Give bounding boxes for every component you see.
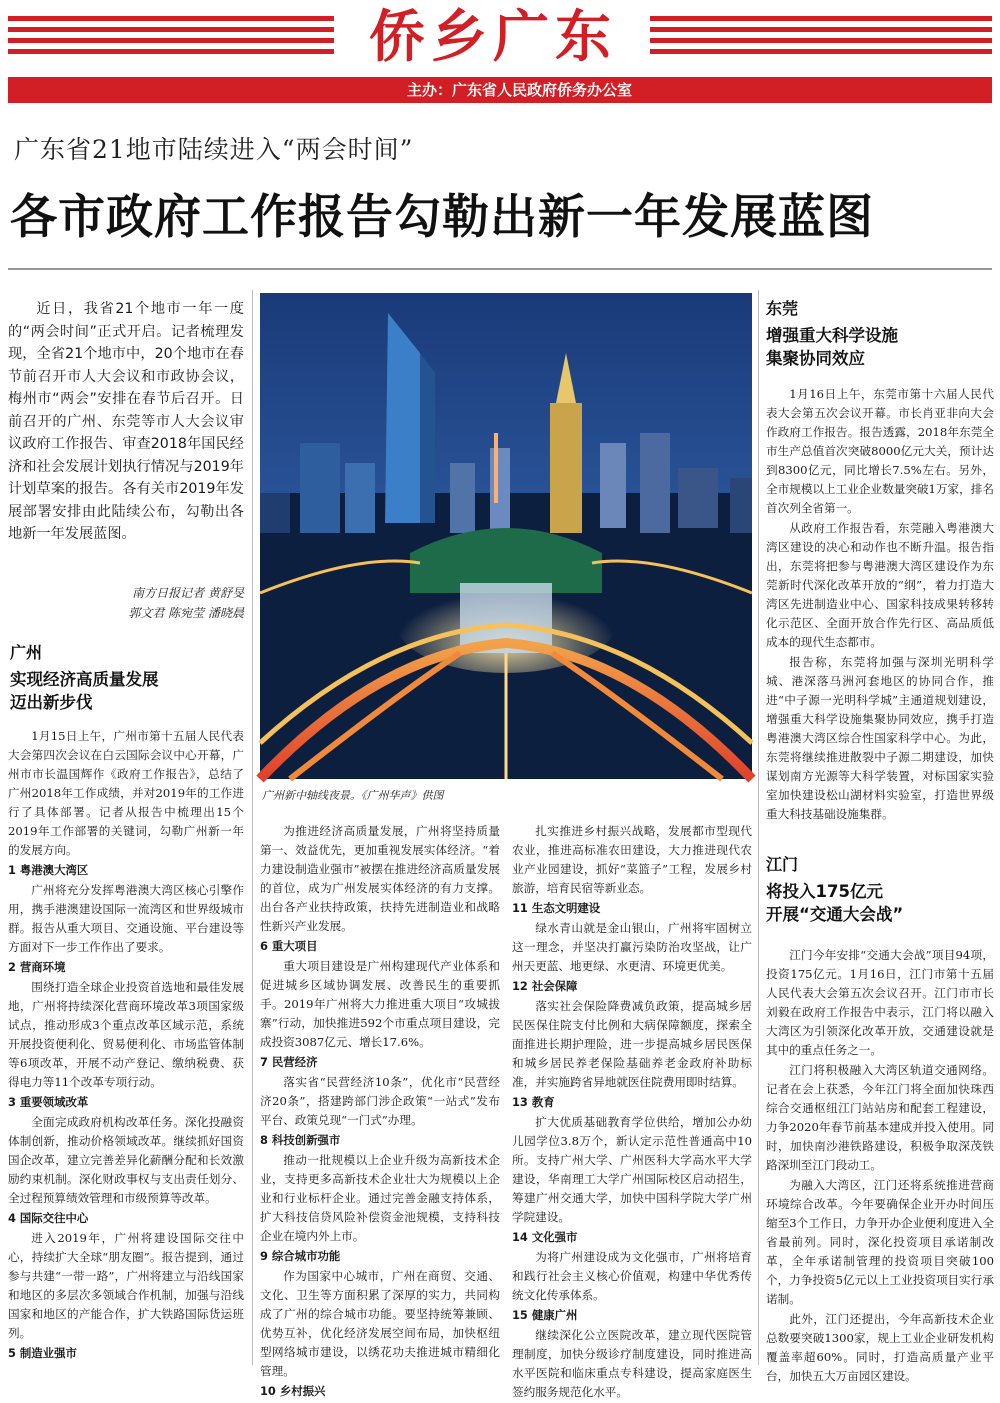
guangzhou-lead: 1月15日上午，广州市第十五届人民代表大会第四次会议在白云国际会议中心开幕，广州市市长温国辉作《政府工作报告》，总结了广州2018年工作成绩，并对2019年的工作进行了具体部署。记者从报告中梳理出15个2019年工作部署的关键词，勾勒广州新一年的发展方向。 [8, 729, 244, 857]
guangzhou-column-2 [260, 822, 500, 1402]
jiangmen-paragraph: 江门今年安排“交通大会战”项目94项，投资175亿元。1月16日，江门市第十五届人民代表大会第五次会议召开。江门市市长刘毅在政府工作报告中表示，江门将以融入大湾区为引领深化改革开放，交通建设就是其中的重点任务之一。 [766, 948, 994, 1057]
byline-line: 郭文君 陈宛莹 潘晓晨 [128, 606, 244, 620]
keyword-paragraph: 扎实推进乡村振兴战略，发展都市型现代农业，推进高标准农田建设，大力推进现代农业产业园建设，抓好“菜篮子”工程，发展乡村旅游，培育民宿等新业态。 [512, 824, 752, 895]
article-kicker: 广东省21地市陆续进入“两会时间” [14, 135, 414, 164]
keyword-paragraph: 广州将充分发挥粤港澳大湾区核心引擎作用，携手港澳建设国际一流湾区和世界级城市群。报告从重大项目、交通设施、平台建设等方面对下一步工作作出了要求。 [8, 883, 244, 954]
keyword-paragraph: 继续深化公立医院改革，建立现代医院管理制度，加快分级诊疗制度建设，同时推进高水平医院和临床重点专科建设，提高家庭医生签约服务规范化水平。 [512, 1328, 752, 1399]
keyword-heading: 13 教育 [512, 1095, 555, 1109]
subtitle-line: 迈出新步伐 [10, 693, 93, 712]
keyword-heading: 15 健康广州 [512, 1308, 578, 1322]
keyword-paragraph: 全面完成政府机构改革任务。深化投融资体制创新，推动价格领域改革。继续抓好国资国企改革，建立完善差异化薪酬分配和长效激励约束机制。深化财政事权与支出责任划分、全过程预算绩效管理和市级预算等改革。 [8, 1115, 244, 1205]
keyword-paragraph: 绿水青山就是金山银山，广州将牢固树立这一理念，并坚决打赢污染防治攻坚战，让广州天更蓝、地更绿、水更清、环境更优美。 [512, 921, 752, 973]
guangzhou-subtitle [10, 668, 159, 714]
jiangmen-paragraph: 为融入大湾区，江门还将系统推进营商环境综合改革。今年要确保企业开办时间压缩至3个工作日，力争开办企业便利度进入全省最前列。同时，深化投资项目承诺制改革，全年承诺制管理的投资项目突破100个，力争投资5亿元以上工业投资项目实行承诺制。 [766, 1178, 994, 1306]
keyword-heading: 2 营商环境 [8, 960, 66, 974]
dongguan-paragraph: 1月16日上午，东莞市第十六届人民代表大会第五次会议开幕。市长肖亚非向大会作政府工作报告。报告透露，2018年东莞全市生产总值首次突破8000亿元大关，预计达到8300亿元，同比增长7.5%左右。另外，全市规模以上工业企业数量突破1万家，排名首次列全省第一。 [766, 387, 994, 515]
keyword-paragraph: 推动一批规模以上企业升级为高新技术企业，支持更多高新技术企业壮大为规模以上企业和行业标杆企业。通过完善金融支持体系，扩大科技信贷风险补偿资金池规模，支持科技企业在境内外上市。 [260, 1153, 500, 1243]
keyword-heading: 3 重要领域改革 [8, 1095, 89, 1109]
jiangmen-section-title: 江门 [766, 855, 799, 874]
column-divider [758, 290, 759, 1365]
subtitle-line: 实现经济高质量发展 [10, 670, 159, 689]
masthead-left-stripes [8, 16, 334, 64]
keyword-paragraph: 重大项目建设是广州构建现代产业体系和促进城乡区域协调发展、改善民生的重要抓手。2019年广州将大力推进重大项目“攻城拔寨”行动，加快推进592个市重点项目建设，完成投资3087亿元、增长17.6%。 [260, 959, 500, 1049]
keyword-paragraph: 作为国家中心城市，广州在商贸、交通、文化、卫生等方面积累了深厚的实力，共同构成了广州的综合城市功能。要坚持统筹兼顾、优势互补，优化经济发展空间布局，加快枢纽型网络城市建设，以绣花功夫推进城市精细化管理。 [260, 1269, 500, 1378]
guangzhou-night-photo [260, 293, 752, 779]
intro-paragraph: 近日，我省21个地市一年一度的“两会时间”正式开启。记者梳理发现，全省21个地市中，20个地市在春节前召开市人大会议和市政协会议，梅州市“两会”安排在春节后召开。日前召开的广州、东莞等市人大会议审议政府工作报告、审查2018年国民经济和社会发展计划执行情况与2019年计划草案的报告。各有关市2019年发展部署安排由此陆续公布，勾勒出各地新一年发展蓝图。 [8, 301, 244, 542]
keyword-heading: 12 社会保障 [512, 979, 578, 993]
keyword-paragraph: 为将广州建设成为文化强市，广州将培育和践行社会主义核心价值观，构建中华优秀传统文化传承体系。 [512, 1250, 752, 1302]
column-divider [252, 290, 253, 1365]
keyword-heading: 14 文化强市 [512, 1230, 578, 1244]
keyword-paragraph: 进入2019年，广州将建设国际交往中心，持续扩大全球“朋友圈”。报告提到，通过参与共建“一带一路”，广州将建立与沿线国家和地区的多层次多领域合作机制，加强与沿线国家和地区的产能合作，扩大铁路国际货运班列。 [8, 1231, 244, 1340]
keyword-heading: 4 国际交往中心 [8, 1211, 89, 1225]
keyword-paragraph: 扩大优质基础教育学位供给，增加公办幼儿园学位3.8万个，新认定示范性普通高中10所。支持广州大学、广州医科大学高水平大学建设，华南理工大学广州国际校区启动招生，筹建广州交通大学，加快中国科学院大学广州学院建设。 [512, 1115, 752, 1224]
sponsor-text: 主办：广东省人民政府侨务办公室 [406, 81, 632, 99]
subtitle-line: 将投入175亿元 [766, 882, 883, 901]
jiangmen-paragraph: 此外，江门还提出，今年高新技术企业总数要突破1300家，规上工业企业研发机构覆盖率超60%。同时，打造高质量产业平台，加快五大万亩园区建设。 [766, 1312, 994, 1383]
guangzhou-column-1 [8, 727, 244, 1364]
keyword-heading: 1 粤港澳大湾区 [8, 863, 89, 877]
keyword-paragraph: 为推进经济高质量发展，广州将坚持质量第一、效益优先，更加重视发展实体经济。“着力建设制造业强市”被摆在推进经济高质量发展的首位，成为广州发展实体经济的有力支撑。出台各产业扶持政策，扶持先进制造业和战略性新兴产业发展。 [260, 824, 500, 933]
headline-rule [8, 268, 992, 270]
subtitle-line: 集聚协同效应 [766, 349, 865, 368]
dongguan-section-title: 东莞 [766, 299, 799, 318]
masthead-right-stripes [650, 16, 992, 64]
keyword-heading: 11 生态文明建设 [512, 901, 601, 915]
keyword-heading: 8 科技创新强市 [260, 1133, 341, 1147]
masthead-sponsor-bar [8, 77, 992, 103]
keyword-paragraph: 围绕打造全球企业投资首选地和最佳发展地，广州将持续深化营商环境改革3项国家级试点，推动形成3个重点改革区域示范，系统开展投资便利化、贸易便利化、市场监管体制等6项改革，开展不动产登记、缴纳税费、获得电力等11个改革专项行动。 [8, 980, 244, 1089]
photo-caption: 广州新中轴线夜景。《广州华声》供图 [262, 789, 444, 802]
dongguan-body [766, 385, 994, 825]
guangzhou-column-3 [512, 822, 752, 1403]
article-headline: 各市政府工作报告勾勒出新一年发展蓝图 [10, 190, 874, 245]
masthead [0, 0, 1000, 108]
article-intro [8, 298, 244, 546]
jiangmen-body [766, 946, 994, 1387]
city-skyline-illustration [260, 293, 752, 779]
keyword-heading: 9 综合城市功能 [260, 1249, 341, 1263]
byline-line: 南方日报记者 黄舒旻 [132, 586, 244, 600]
byline [60, 583, 244, 623]
jiangmen-paragraph: 江门将积极融入大湾区轨道交通网络。记者在会上获悉，今年江门将全面加快珠西综合交通枢纽江门站站房和配套工程建设，力争2020年春节前基本建成并投入使用。同时，加快南沙港铁路建设，积极争取深茂铁路深圳至江门段动工。 [766, 1063, 994, 1172]
keyword-heading: 7 民营经济 [260, 1055, 318, 1069]
keyword-heading: 6 重大项目 [260, 939, 318, 953]
keyword-paragraph: 落实社会保险降费减负政策，提高城乡居民医保住院支付比例和大病保障额度，探索全面推进长期护理险，进一步提高城乡居民医保和城乡居民养老保险基础养老金政府补助标准，并实施跨省异地就医住院费用即时结算。 [512, 999, 752, 1089]
jiangmen-subtitle [766, 880, 903, 926]
subtitle-line: 开展“交通大会战” [766, 905, 904, 924]
dongguan-paragraph: 报告称，东莞将加强与深圳光明科学城、港深落马洲河套地区的协同合作，推进“中子源一光明科学城”主通道规划建设，增强重大科学设施集聚协同效应，携手打造粤港澳大湾区综合性国家科学中心。为此，东莞将继续推进散裂中子源二期建设，加快谋划南方光源等大科学装置，对标国家实验室加快建设松山湖材料实验室，打造世界级重大科技基础设施集群。 [766, 655, 994, 821]
dongguan-subtitle [766, 324, 898, 370]
keyword-paragraph: 落实省“民营经济10条”，优化市“民营经济20条”，搭建跨部门涉企政策“一站式”发布平台、政策兑现“一门式”办理。 [260, 1075, 500, 1127]
dongguan-paragraph: 从政府工作报告看，东莞融入粤港澳大湾区建设的决心和动作也不断升温。报告指出，东莞将把参与粤港澳大湾区建设作为东莞新时代深化改革开放的“纲”，着力打造大湾区先进制造业中心、国家科技成果转移转化示范区、全面开放合作先行区、高品质低成本的现代生态都市。 [766, 521, 994, 649]
keyword-heading: 10 乡村振兴 [260, 1384, 326, 1398]
guangzhou-section-title: 广州 [10, 643, 43, 662]
keyword-heading: 5 制造业强市 [8, 1346, 77, 1360]
subtitle-line: 增强重大科学设施 [766, 326, 898, 345]
masthead-title: 侨乡广东 [369, 5, 617, 70]
